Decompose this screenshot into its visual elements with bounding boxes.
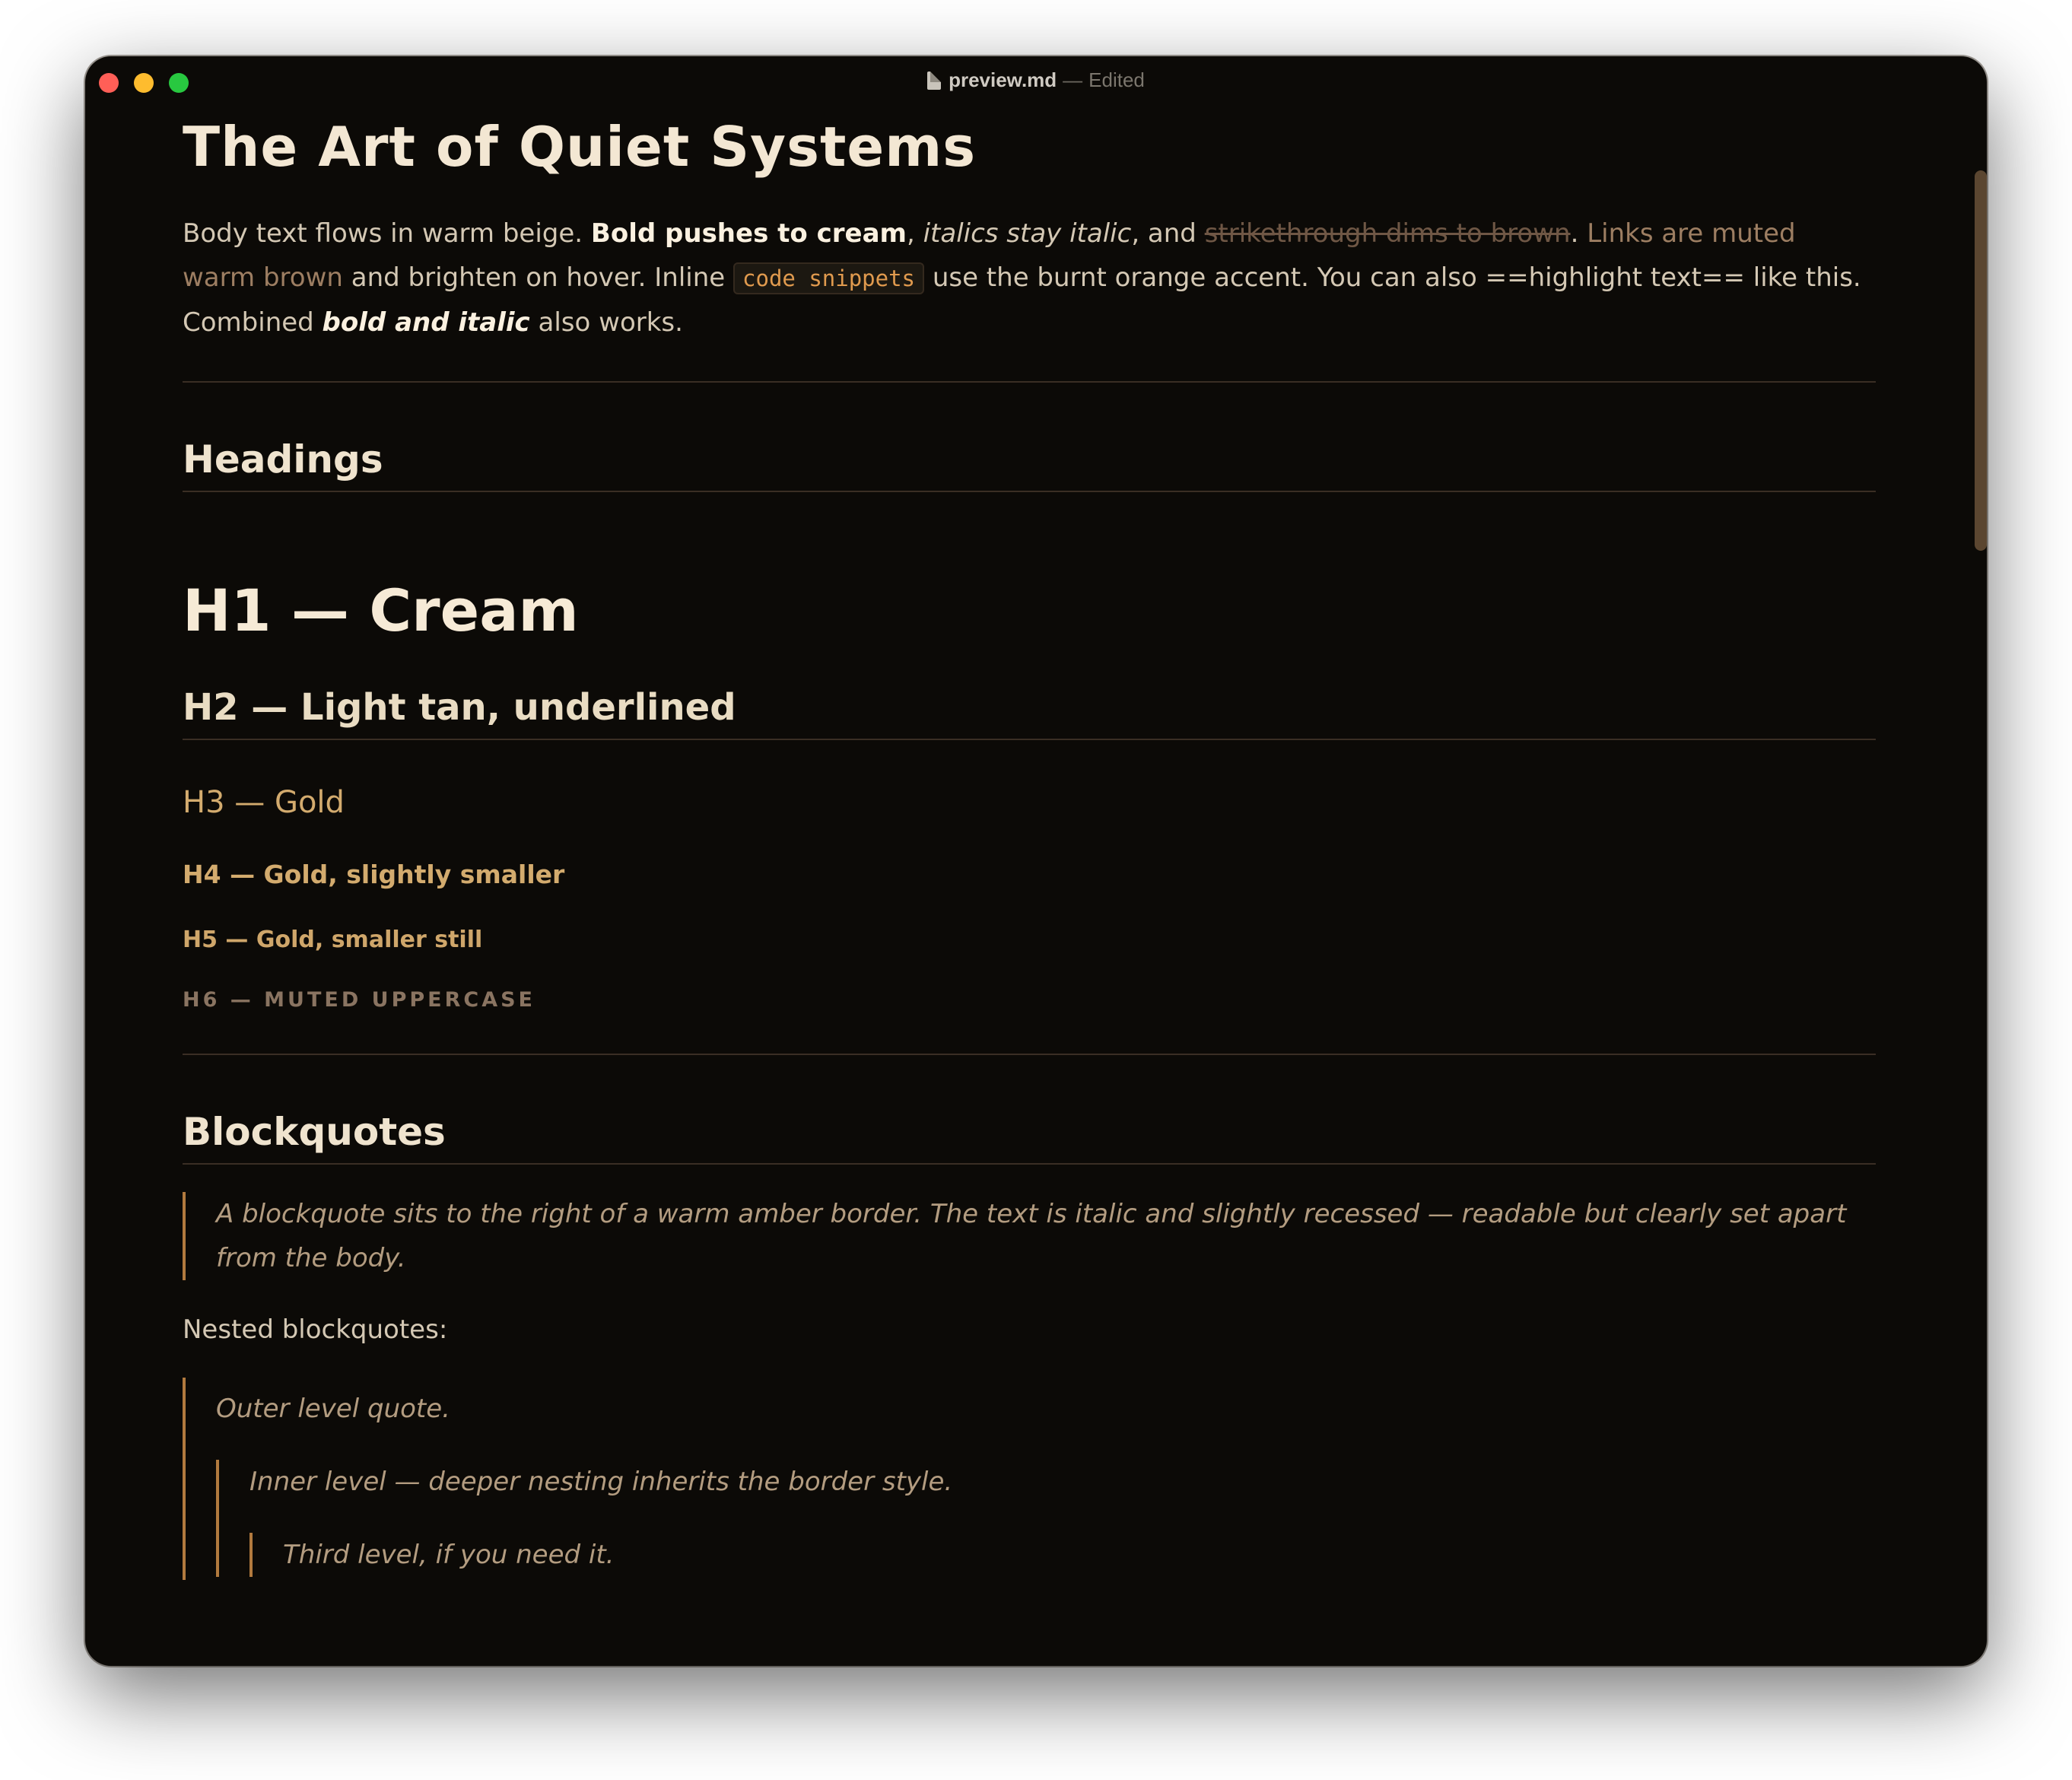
intro-text-1: Body text flows in warm beige.: [183, 218, 591, 250]
intro-text-7: also works.: [529, 307, 683, 339]
document-title: The Art of Quiet Systems: [183, 115, 977, 179]
horizontal-rule: [183, 381, 1876, 383]
inner-quote-text: Inner level — deeper nesting inherits the border style.: [249, 1467, 953, 1498]
horizontal-rule-2: [183, 1054, 1876, 1055]
link-text[interactable]: Links are muted warm brown: [183, 218, 1796, 294]
italic-text: italics stay italic: [923, 218, 1132, 250]
blockquote-outer: [183, 1378, 1876, 1580]
document-icon: [927, 72, 941, 90]
title-bar[interactable]: [85, 56, 1987, 106]
bold-italic-text: bold and italic: [322, 307, 530, 339]
intro-text-4: .: [1570, 218, 1587, 250]
strikethrough-text: strikethrough dims to brown: [1204, 218, 1571, 250]
vertical-scrollbar[interactable]: [1975, 170, 1987, 551]
h1-example: H1 — Cream: [183, 577, 579, 645]
inline-code: code snippets: [733, 262, 924, 294]
file-name: preview.md: [949, 68, 1057, 91]
blockquote-inner: [216, 1460, 1876, 1577]
h2-example: H2 — Light tan, underlined: [183, 679, 1876, 740]
nested-label: Nested blockquotes:: [183, 1314, 448, 1346]
h6-example: H6 — MUTED UPPERCASE: [183, 988, 535, 1012]
h4-example: H4 — Gold, slightly smaller: [183, 860, 565, 890]
title-separator: —: [1063, 68, 1083, 91]
intro-text-5: and brighten on hover. Inline: [342, 262, 734, 294]
h5-example: H5 — Gold, smaller still: [183, 927, 483, 954]
outer-quote-text: Outer level quote.: [216, 1394, 450, 1425]
blockquotes-section-title: Blockquotes: [183, 1105, 1876, 1165]
edit-status: Edited: [1088, 68, 1145, 91]
headings-section-title: Headings: [183, 433, 1876, 492]
markdown-preview: [183, 114, 1876, 1580]
blockquote-third: [249, 1533, 1876, 1577]
blockquote-text: A blockquote sits to the right of a warm amber border. The text is italic and slightly recessed — readable but clearly set apart from the body.: [216, 1199, 1847, 1274]
bold-text: Bold pushes to cream: [590, 218, 907, 250]
intro-text-3: , and: [1131, 218, 1205, 250]
editor-window: [85, 56, 1987, 1666]
third-quote-text: Third level, if you need it.: [283, 1540, 615, 1571]
intro-text-2: ,: [906, 218, 923, 250]
blockquote: [183, 1192, 1876, 1280]
intro-paragraph: [183, 211, 1876, 345]
h3-example: H3 — Gold: [183, 785, 345, 821]
intro-text-6: use the burnt orange accent. You can also ==highlight text== like this. Combined: [183, 262, 1861, 339]
window-title: [85, 68, 1987, 92]
